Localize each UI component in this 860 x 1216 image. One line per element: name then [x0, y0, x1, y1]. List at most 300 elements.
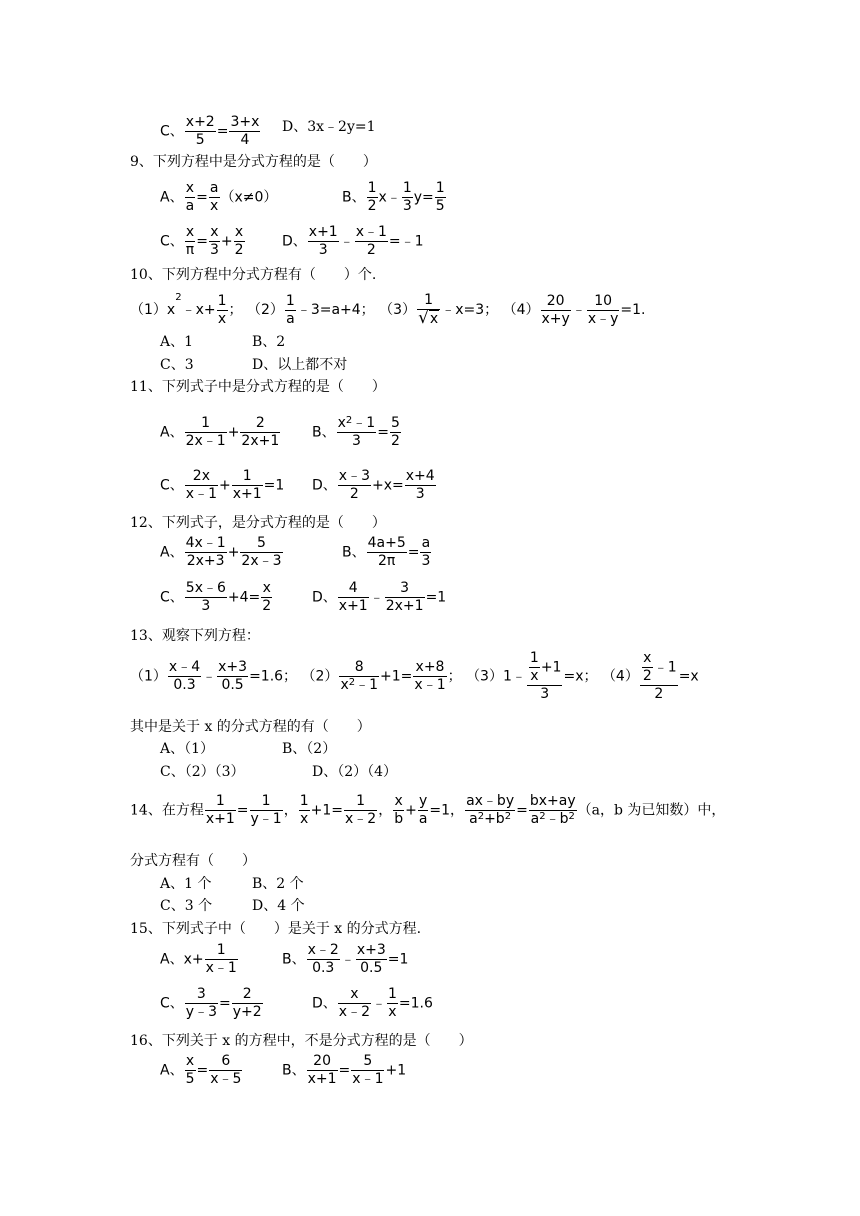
plus: +: [227, 424, 240, 441]
numerator: 3: [185, 986, 218, 1004]
q12-option-d: [312, 580, 446, 615]
denominator: 5: [435, 198, 445, 214]
numerator: 1: [344, 793, 377, 811]
q14-option-b: B、2 个: [252, 876, 304, 892]
term: a: [469, 811, 478, 827]
option-label: C、: [160, 589, 184, 606]
numerator: 2: [240, 415, 280, 433]
option-label: B、: [282, 951, 306, 968]
option-label: B、: [342, 544, 366, 561]
denominator: [465, 811, 515, 828]
q8-option-c: [160, 114, 261, 149]
q13-stem: 13、观察下列方程：: [130, 628, 260, 644]
denominator: x﹣1: [352, 1071, 384, 1087]
fraction: [393, 793, 404, 828]
radicand: x: [429, 311, 439, 327]
denominator: x: [530, 668, 539, 684]
q13-question: 其中是关于 x 的分式方程的有（ ）: [130, 719, 371, 735]
q10-option-c: C、3: [160, 357, 194, 373]
plus: +: [218, 477, 231, 494]
option-label: A、: [160, 424, 184, 441]
equals: =: [377, 424, 389, 441]
numerator: x+1: [308, 224, 338, 240]
item-label: （1）: [130, 668, 167, 685]
numerator: 6: [209, 1053, 242, 1071]
numerator: 1: [367, 180, 377, 196]
numerator: 5: [390, 415, 400, 431]
q15-stem: 15、下列式子中（ ）是关于 x 的分式方程.: [130, 921, 422, 937]
term: x: [337, 415, 346, 431]
term: 1﹣: [502, 668, 526, 685]
equals: =: [216, 123, 229, 140]
equals: =: [236, 802, 249, 819]
option-label: D、: [312, 995, 337, 1012]
q11-option-b: [312, 415, 402, 450]
fraction: [185, 468, 218, 503]
item-label: （1）: [130, 302, 167, 318]
denominator: 5: [185, 1071, 195, 1087]
denominator: x﹣2: [345, 811, 377, 827]
fraction: [168, 659, 201, 694]
numerator: 1: [232, 468, 263, 486]
fraction: [355, 224, 388, 259]
term: x+: [183, 951, 204, 968]
fraction: [367, 535, 407, 570]
numerator: 1: [299, 793, 309, 809]
denominator: 2x﹣3: [241, 553, 282, 569]
numerator: [527, 650, 563, 686]
item-label: （3）: [466, 668, 503, 685]
fraction: [351, 1053, 384, 1088]
option-label: C、: [160, 995, 184, 1012]
radical-sign: √: [418, 308, 429, 328]
equals: =: [338, 1062, 351, 1079]
equals: =: [196, 233, 208, 250]
q9-stem: 9、下列方程中是分式方程的是（ ）: [130, 154, 377, 170]
denominator: 3: [540, 686, 550, 702]
denominator: x+y: [541, 310, 570, 327]
item-label: （4）: [502, 302, 540, 318]
term: +b: [484, 811, 505, 827]
term: =x；: [563, 668, 598, 685]
fraction: [240, 535, 282, 570]
term: ﹣x=3；: [441, 302, 499, 318]
fraction: [261, 580, 272, 615]
denominator: a: [418, 811, 428, 827]
term: =1.6: [398, 995, 433, 1012]
numerator: x: [185, 224, 195, 240]
numerator: 1: [435, 180, 445, 196]
fraction: [185, 1053, 196, 1088]
option-label: C、: [160, 477, 184, 494]
q9-option-c: [160, 224, 246, 259]
option-label: D、: [282, 233, 307, 250]
q10-equations: [130, 292, 646, 328]
term: =1: [425, 589, 447, 606]
numerator: a: [209, 180, 219, 196]
denominator: 5: [195, 132, 205, 148]
q11-option-c: [160, 468, 284, 503]
numerator: bx+ay: [529, 793, 576, 809]
fraction: [307, 1053, 338, 1088]
q11-option-d: [312, 468, 437, 503]
term: +x=: [371, 477, 404, 494]
term: x: [166, 302, 176, 318]
exponent: 2: [504, 811, 512, 822]
fraction: [640, 650, 678, 703]
numerator: x﹣1: [355, 224, 387, 240]
fraction: [405, 468, 436, 503]
q14-option-a: A、1 个: [160, 876, 212, 892]
numerator: 1: [285, 292, 295, 309]
numerator: x﹣2: [307, 942, 339, 958]
numerator: 2x: [185, 468, 218, 486]
denominator: x: [217, 310, 227, 327]
fraction: [299, 793, 310, 828]
denominator: 3: [318, 242, 328, 258]
minus: ﹣: [369, 589, 384, 606]
numerator: y: [418, 793, 428, 809]
term: =1: [387, 951, 409, 968]
denominator: 3: [421, 553, 431, 569]
fraction: [527, 650, 563, 703]
numerator: 3+x: [230, 114, 260, 130]
q15-option-c: [160, 986, 264, 1021]
denominator: 2: [234, 242, 244, 258]
exponent: 2: [477, 811, 485, 822]
numerator: 1: [387, 986, 397, 1002]
q11-stem: 11、下列式子中是分式方程的是（ ）: [130, 379, 386, 395]
plus: +: [405, 802, 417, 819]
denominator: y+2: [232, 1004, 262, 1020]
minus: ﹣: [202, 668, 217, 685]
term: =1.: [620, 302, 646, 318]
q12-option-a: [160, 535, 284, 570]
equals: =: [196, 1062, 209, 1079]
denominator: a: [185, 198, 195, 214]
denominator: 2x+1: [241, 433, 280, 449]
q10-option-b: B、2: [252, 334, 286, 350]
term: =x: [678, 668, 699, 685]
denominator: 3: [201, 598, 211, 614]
numerator: x: [185, 180, 195, 196]
denominator: 3: [209, 242, 219, 258]
separator: ；: [447, 668, 462, 685]
denominator: 4: [240, 132, 250, 148]
numerator: 1: [417, 292, 440, 310]
numerator: 20: [541, 293, 571, 311]
numerator: 8: [339, 659, 379, 677]
denominator: x﹣1: [185, 486, 217, 502]
fraction: [185, 535, 227, 570]
fraction: [185, 180, 196, 215]
option-label: B、: [282, 1062, 306, 1079]
term: =1，: [429, 802, 465, 819]
numerator: a: [421, 535, 431, 551]
numerator: 1: [402, 180, 412, 196]
option-label: D、: [312, 477, 337, 494]
denominator: x+1: [307, 1071, 337, 1087]
term: =1: [263, 477, 285, 494]
option-label: B、: [312, 424, 336, 441]
item-label: （3）: [379, 302, 417, 318]
equals: =: [516, 802, 528, 819]
denominator: x﹣1: [205, 960, 237, 976]
numerator: x: [262, 580, 271, 596]
fraction: [229, 114, 260, 149]
numerator: x: [643, 650, 652, 666]
option-label: A、: [160, 544, 184, 561]
term: ﹣b: [545, 811, 569, 827]
term: x: [340, 677, 349, 693]
denominator: y﹣1: [250, 811, 282, 827]
fraction: [234, 224, 245, 259]
fraction: [308, 224, 339, 259]
fraction: [587, 293, 620, 328]
minus: ﹣: [371, 995, 386, 1012]
option-label: C、: [160, 233, 184, 250]
equals: =: [196, 189, 208, 206]
term: ﹣1: [355, 677, 379, 693]
term: +1: [540, 659, 562, 676]
q13-option-b: B、（2）: [282, 741, 337, 757]
denominator: b: [394, 811, 404, 827]
separator: ，: [378, 802, 393, 819]
fraction: [232, 468, 263, 503]
fraction: [217, 293, 228, 328]
numerator: x+4: [405, 468, 435, 484]
q12-option-c: [160, 580, 273, 615]
fraction: [344, 793, 377, 828]
fraction: [250, 793, 283, 828]
q16-option-a: [160, 1053, 243, 1088]
term: ﹣1: [653, 659, 677, 676]
fraction: [390, 415, 401, 450]
fraction: [435, 180, 446, 215]
option-label: D、: [282, 119, 308, 135]
exponent: 2: [539, 811, 546, 822]
q8-option-d: [282, 118, 376, 136]
fraction: [418, 793, 429, 828]
fraction: [185, 415, 227, 450]
term: +1=: [380, 668, 413, 685]
minus: ﹣: [571, 302, 586, 318]
denominator: π: [185, 242, 195, 258]
numerator: 4: [338, 580, 369, 598]
exponent: 2: [348, 677, 356, 688]
fraction: [541, 293, 571, 328]
item-label: （2）: [301, 668, 339, 685]
denominator: 2: [262, 598, 272, 614]
term: y=: [413, 189, 434, 206]
equals: =: [218, 995, 231, 1012]
fraction: [209, 1053, 242, 1088]
fraction: [338, 580, 369, 615]
q14-option-d: D、4 个: [252, 898, 305, 914]
term: x﹣: [378, 189, 401, 206]
numerator: x﹣4: [168, 659, 201, 675]
denominator: x+1: [205, 811, 235, 827]
fraction: [205, 793, 236, 828]
numerator: 10: [587, 293, 620, 311]
denominator: 0.5: [360, 960, 383, 976]
fraction: [529, 793, 577, 828]
stem-tail: （a，b 为已知数）中，: [577, 802, 726, 819]
numerator: x: [210, 224, 219, 240]
numerator: 4a+5: [367, 535, 406, 551]
plus: +: [220, 233, 233, 250]
fraction: [402, 180, 413, 215]
numerator: x: [234, 224, 244, 240]
q13-option-c: C、（2）（3）: [160, 764, 245, 780]
option-label: A、: [160, 1062, 184, 1079]
numerator: 5: [351, 1053, 384, 1071]
option-label: B、: [342, 189, 366, 206]
term: =1.6；: [249, 668, 298, 685]
q9-option-a: [160, 180, 277, 215]
numerator: 1: [185, 415, 227, 433]
denominator: x: [300, 811, 309, 827]
option-text: 3x﹣2y=1: [307, 119, 376, 135]
fraction: [209, 224, 220, 259]
exponent: 2: [175, 292, 182, 303]
q9-option-d: [282, 224, 424, 259]
fraction: [338, 468, 371, 503]
denominator: 2: [390, 433, 400, 449]
fraction: [529, 650, 540, 685]
fraction: [307, 942, 340, 977]
q10-option-d: D、以上都不对: [252, 357, 348, 373]
numerator: x: [338, 986, 371, 1004]
fraction: [185, 580, 227, 615]
option-label: A、: [160, 951, 184, 968]
denominator: x﹣2: [338, 1004, 370, 1020]
exponent: 2: [345, 415, 353, 426]
q15-option-b: [282, 942, 408, 977]
denominator: 2x+3: [186, 553, 225, 569]
q9-option-b: [342, 180, 447, 215]
denominator: 3: [415, 486, 425, 502]
condition: （x≠0）: [220, 189, 278, 206]
numerator: ax﹣by: [466, 793, 515, 809]
numerator: 3: [385, 580, 425, 598]
numerator: 1: [250, 793, 283, 811]
option-label: A、: [160, 189, 184, 206]
denominator: 2: [654, 686, 664, 702]
numerator: 2: [232, 986, 263, 1004]
denominator: x﹣5: [210, 1071, 242, 1087]
separator: ；: [228, 302, 243, 318]
numerator: 1: [205, 793, 236, 811]
separator: ，: [283, 802, 298, 819]
fraction: [417, 292, 440, 328]
fraction: [385, 580, 425, 615]
option-label: D、: [312, 589, 337, 606]
numerator: 1: [529, 650, 539, 666]
fraction: [285, 293, 296, 328]
denominator: x: [210, 198, 219, 214]
q16-option-b: [282, 1053, 406, 1088]
q15-option-d: [312, 986, 433, 1021]
term: ﹣1: [352, 415, 376, 431]
numerator: x+3: [356, 942, 386, 958]
numerator: x: [394, 793, 403, 809]
term: ﹣x+: [181, 302, 216, 318]
denominator: 2x﹣1: [185, 433, 226, 449]
numerator: x+3: [218, 659, 248, 675]
q13-option-a: A、（1）: [160, 741, 215, 757]
q16-stem: 16、下列关于 x 的方程中，不是分式方程的是（ ）: [130, 1033, 473, 1049]
denominator: a: [286, 310, 295, 327]
equals: =: [407, 544, 420, 561]
numerator: 5x﹣6: [185, 580, 226, 596]
q13-option-d: D、（2）（4）: [312, 764, 398, 780]
denominator: 0.3: [312, 960, 335, 976]
denominator: 2: [642, 668, 652, 684]
fraction: [367, 180, 378, 215]
fraction: [642, 650, 653, 685]
numerator: [337, 415, 377, 433]
fraction: [338, 986, 371, 1021]
q12-option-b: [342, 535, 432, 570]
fraction: [185, 114, 216, 149]
numerator: 20: [307, 1053, 338, 1071]
item-label: （2）: [246, 302, 284, 318]
q13-equations: [130, 650, 699, 703]
denominator: x+1: [232, 486, 262, 502]
fraction: [413, 659, 446, 694]
term: +1=: [310, 802, 343, 819]
minus: ﹣: [339, 233, 354, 250]
term: =﹣1: [388, 233, 424, 250]
exponent: 2: [568, 811, 575, 822]
q10-stem: 10、下列方程中分式方程有（ ）个.: [130, 267, 377, 283]
q12-stem: 12、下列式子，是分式方程的是（ ）: [130, 515, 386, 531]
denominator: 2π: [378, 553, 396, 569]
term: +4=: [227, 589, 261, 606]
numerator: 1: [217, 292, 227, 309]
denominator: x﹣y: [587, 310, 619, 327]
fraction: [240, 415, 280, 450]
numerator: x: [185, 1053, 195, 1069]
term: a: [530, 811, 540, 827]
q15-option-a: [160, 942, 239, 977]
fraction: [420, 535, 431, 570]
q14-line2: 分式方程有（ ）: [130, 853, 256, 869]
q14-stem: [130, 793, 725, 828]
option-label: C、: [160, 123, 184, 140]
denominator: 0.5: [221, 677, 244, 693]
sqrt: [417, 310, 440, 328]
fraction: [339, 659, 379, 694]
plus: +: [227, 544, 240, 561]
term: ﹣3=a+4；: [296, 302, 375, 318]
fraction: [356, 942, 387, 977]
denominator: 2: [366, 242, 376, 258]
denominator: x: [388, 1004, 397, 1020]
denominator: 0.3: [173, 677, 196, 693]
fraction: [185, 986, 218, 1021]
fraction: [205, 942, 238, 977]
minus: ﹣: [340, 951, 355, 968]
term: +1: [385, 1062, 407, 1079]
item-label: （4）: [601, 668, 639, 685]
denominator: x+1: [338, 598, 368, 614]
fraction: [217, 659, 248, 694]
denominator: 3: [351, 433, 361, 449]
denominator: 2: [349, 486, 359, 502]
fraction: [387, 986, 398, 1021]
